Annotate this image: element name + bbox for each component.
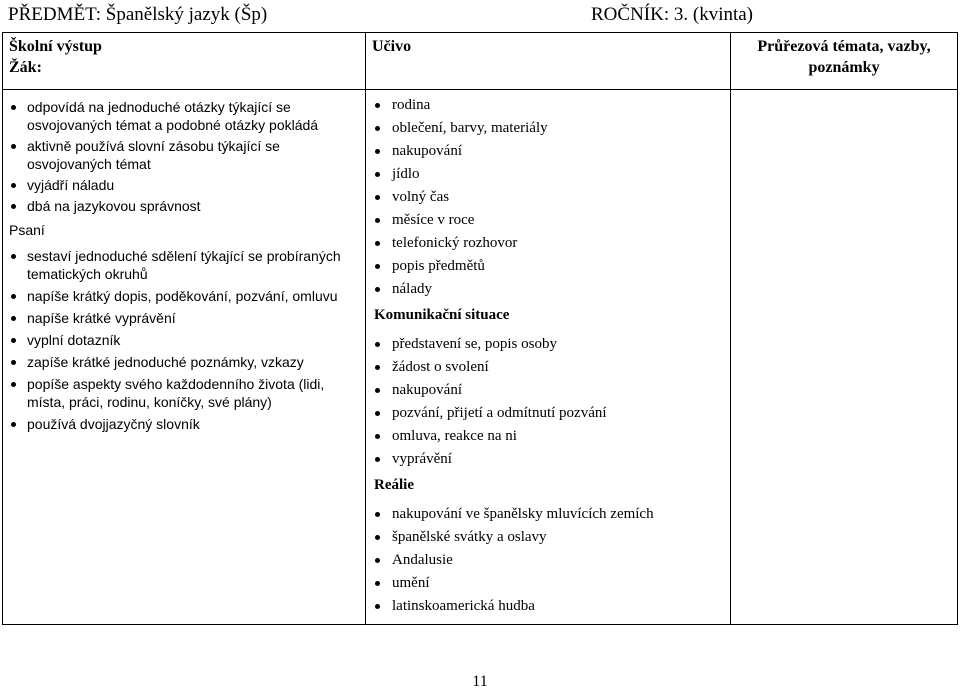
- list-item: žádost o svolení: [374, 356, 724, 379]
- list-item: nakupování ve španělsky mluvících zemích: [374, 503, 724, 526]
- list-item: španělské svátky a oslavy: [374, 526, 724, 549]
- list-item: napíše krátké vyprávění: [9, 309, 357, 327]
- list-item: nakupování: [374, 140, 724, 163]
- list-item: volný čas: [374, 186, 724, 209]
- notes-cell: [731, 90, 958, 625]
- page-number: 11: [472, 673, 488, 690]
- outcomes-list-a: [9, 98, 357, 215]
- list-item: rodina: [374, 94, 724, 117]
- list-item: představení se, popis osoby: [374, 333, 724, 356]
- table-header-row: [3, 33, 958, 90]
- list-item: omluva, reakce na ni: [374, 425, 724, 448]
- list-item: zapíše krátké jednoduché poznámky, vzkazy: [9, 353, 357, 371]
- topics-list: [374, 94, 724, 301]
- table-body-row: [3, 90, 958, 625]
- list-item: vyjádří náladu: [9, 176, 357, 194]
- subject-title: PŘEDMĚT: Španělský jazyk (Šp): [8, 4, 268, 25]
- realia-heading: Reálie: [374, 477, 414, 493]
- header-school-outcome: [3, 33, 366, 90]
- list-item: popíše aspekty svého každodenního života (lidi, místa, práci, rodinu, koníčky, své plány): [9, 375, 357, 411]
- list-item: používá dvojjazyčný slovník: [9, 415, 357, 433]
- situations-list: [374, 333, 724, 471]
- curriculum-table: [2, 32, 958, 625]
- outcomes-cell: [3, 90, 366, 625]
- list-item: napíše krátký dopis, poděkování, pozvání, omluvu: [9, 287, 357, 305]
- header-curriculum: [366, 33, 731, 90]
- list-item: umění: [374, 572, 724, 595]
- list-item: měsíce v roce: [374, 209, 724, 232]
- list-item: aktivně používá slovní zásobu týkající se osvojovaných témat: [9, 137, 357, 173]
- list-item: vyprávění: [374, 448, 724, 471]
- list-item: oblečení, barvy, materiály: [374, 117, 724, 140]
- list-item: jídlo: [374, 163, 724, 186]
- header-curriculum-label: Učivo: [372, 38, 412, 55]
- header-school-outcome-label: Školní výstup: [9, 38, 102, 55]
- outcomes-list-b: [9, 247, 357, 433]
- content-cell: [366, 90, 731, 625]
- header-pupil-label: Žák:: [9, 59, 42, 76]
- list-item: sestaví jednoduché sdělení týkající se probíraných tematických okruhů: [9, 247, 357, 283]
- list-item: pozvání, přijetí a odmítnutí pozvání: [374, 402, 724, 425]
- writing-heading: Psaní: [9, 222, 45, 238]
- list-item: popis předmětů: [374, 255, 724, 278]
- list-item: telefonický rozhovor: [374, 232, 724, 255]
- list-item: dbá na jazykovou správnost: [9, 197, 357, 215]
- list-item: odpovídá na jednoduché otázky týkající se osvojovaných témat a podobné otázky pokládá: [9, 98, 357, 134]
- list-item: Andalusie: [374, 549, 724, 572]
- list-item: nálady: [374, 278, 724, 301]
- list-item: latinskoamerická hudba: [374, 595, 724, 618]
- header-cross-topics: [731, 33, 958, 90]
- list-item: vyplní dotazník: [9, 331, 357, 349]
- header-cross-topics-line1: Průřezová témata, vazby,: [757, 38, 931, 55]
- grade-title: ROČNÍK: 3. (kvinta): [591, 4, 754, 25]
- page-header: [8, 2, 952, 28]
- list-item: nakupování: [374, 379, 724, 402]
- realia-list: [374, 503, 724, 618]
- situations-heading: Komunikační situace: [374, 307, 510, 323]
- header-cross-topics-line2: poznámky: [808, 59, 880, 76]
